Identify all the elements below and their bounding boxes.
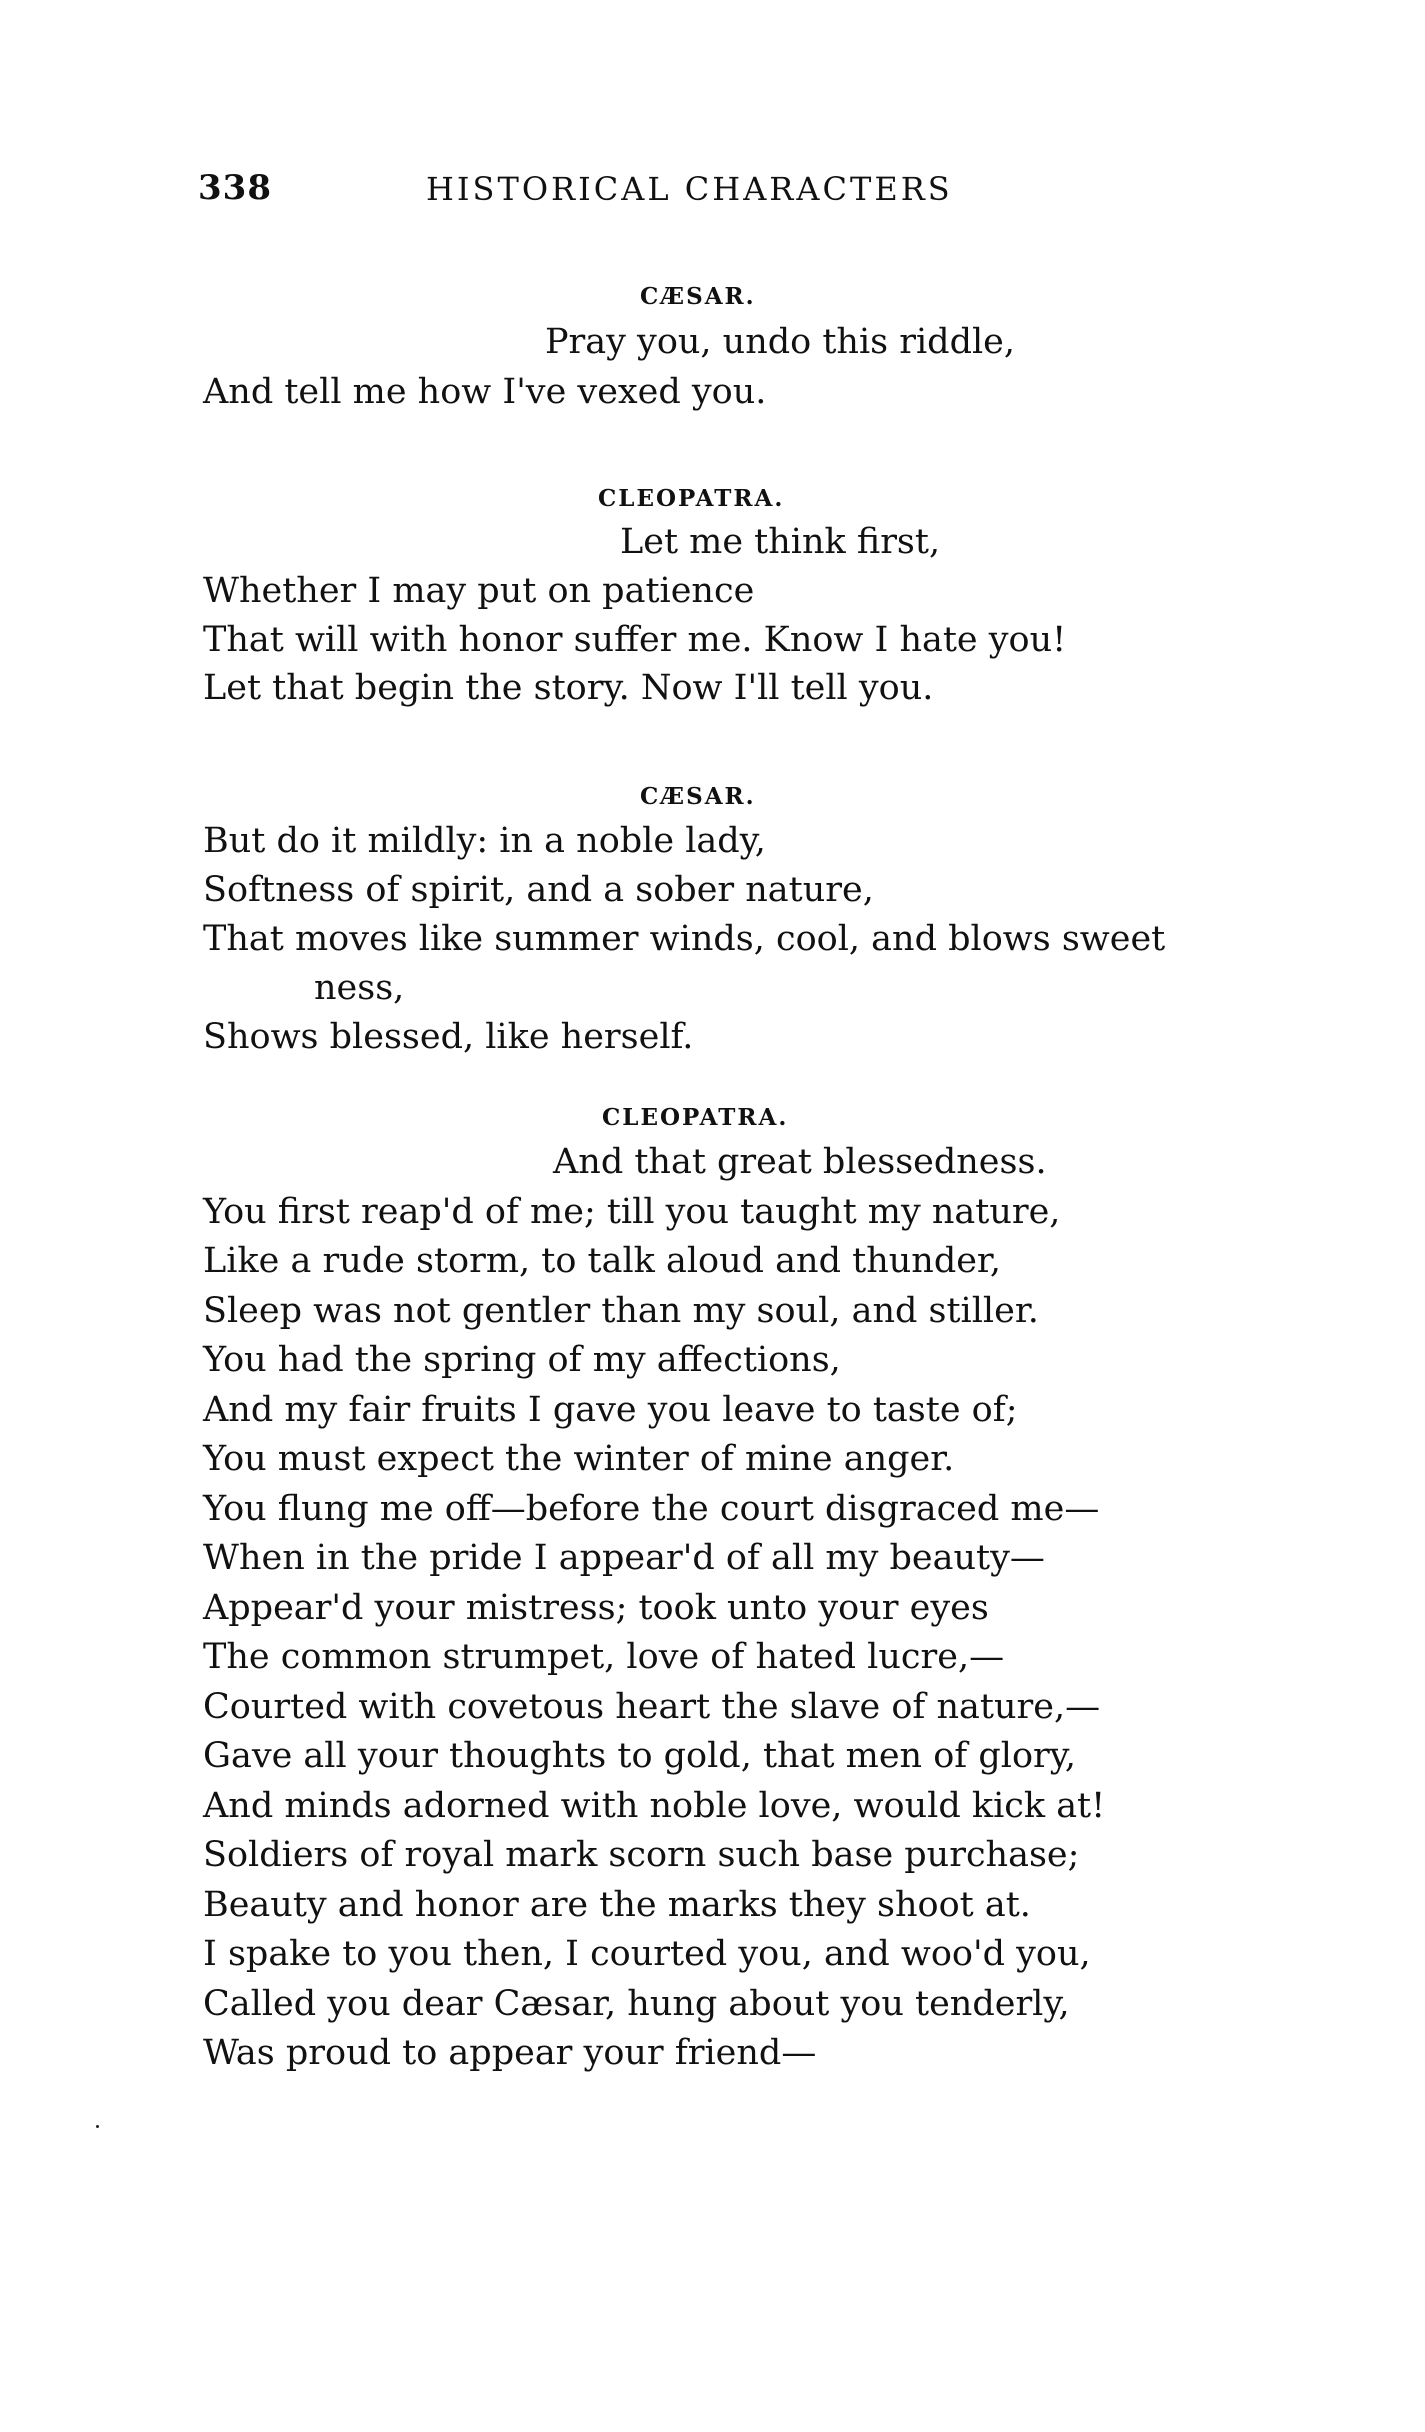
speaker-caesar: CÆSAR. xyxy=(640,283,756,310)
verse-line: Shows blessed, like herself. xyxy=(203,1017,694,1057)
speaker-cleopatra: CLEOPATRA. xyxy=(598,485,785,512)
verse-line: Was proud to appear your friend— xyxy=(203,2033,817,2073)
verse-line: When in the pride I appear'd of all my beauty— xyxy=(203,1538,1045,1578)
verse-line: Beauty and honor are the marks they shoot at. xyxy=(203,1885,1031,1925)
verse-line: You flung me off—before the court disgraced me— xyxy=(203,1489,1100,1529)
verse-line: And tell me how I've vexed you. xyxy=(203,372,767,412)
speaker-cleopatra: CLEOPATRA. xyxy=(602,1104,789,1131)
verse-line: And minds adorned with noble love, would kick at! xyxy=(203,1786,1106,1826)
running-head: HISTORICAL CHARACTERS xyxy=(426,170,953,208)
verse-line: Appear'd your mistress; took unto your eyes xyxy=(203,1588,989,1628)
verse-line: Courted with covetous heart the slave of nature,— xyxy=(203,1687,1101,1727)
verse-line: And that great blessedness. xyxy=(553,1142,1047,1182)
verse-line: Called you dear Cæsar, hung about you tenderly, xyxy=(203,1984,1070,2024)
verse-line: That moves like summer winds, cool, and blows sweet xyxy=(203,919,1166,959)
verse-line: I spake to you then, I courted you, and woo'd you, xyxy=(203,1934,1091,1974)
page-header xyxy=(198,168,1198,218)
ink-speck xyxy=(96,2125,99,2128)
speaker-caesar: CÆSAR. xyxy=(640,783,756,810)
verse-line: Like a rude storm, to talk aloud and thunder, xyxy=(203,1241,1001,1281)
verse-line: ness, xyxy=(314,968,405,1008)
verse-line: Sleep was not gentler than my soul, and stiller. xyxy=(203,1291,1039,1331)
verse-line: Gave all your thoughts to gold, that men of glory, xyxy=(203,1736,1077,1776)
verse-line: You must expect the winter of mine anger. xyxy=(203,1439,955,1479)
verse-line: But do it mildly: in a noble lady, xyxy=(203,821,766,861)
verse-line: The common strumpet, love of hated lucre,— xyxy=(203,1637,1005,1677)
verse-line: Soldiers of royal mark scorn such base purchase; xyxy=(203,1835,1080,1875)
page-number: 338 xyxy=(198,168,272,208)
verse-line: Softness of spirit, and a sober nature, xyxy=(203,870,874,910)
verse-line: Whether I may put on patience xyxy=(203,571,755,611)
verse-line: You had the spring of my affections, xyxy=(203,1340,841,1380)
verse-line: Pray you, undo this riddle, xyxy=(545,322,1016,362)
verse-line: That will with honor suffer me. Know I hate you! xyxy=(203,620,1067,660)
verse-line: You first reap'd of me; till you taught my nature, xyxy=(203,1192,1061,1232)
verse-line: And my fair fruits I gave you leave to taste of; xyxy=(203,1390,1018,1430)
verse-line: Let that begin the story. Now I'll tell you. xyxy=(203,668,934,708)
verse-line: Let me think first, xyxy=(620,522,941,562)
